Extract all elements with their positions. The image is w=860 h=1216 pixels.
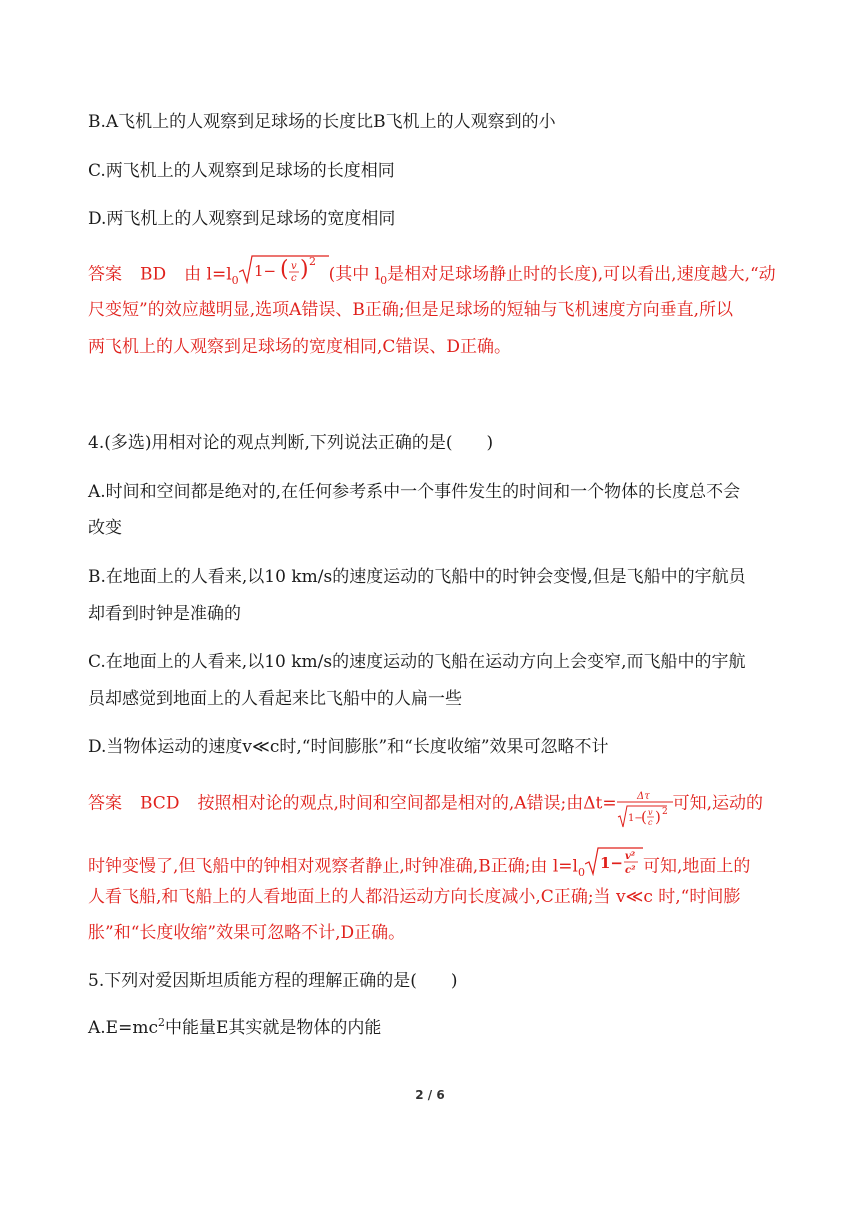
q4-option-a-line-2: 改变 <box>88 518 122 538</box>
q4-option-b-line-1: B.在地面上的人看来,以10 km/s的速度运动的飞船中的时钟会变慢,但是飞船中的宇航员 <box>88 567 746 587</box>
sqrt-formula <box>239 254 329 284</box>
answer-text: 是相对足球场静止时的长度),可以看出,速度越大,“动 <box>387 264 776 285</box>
subscript: 0 <box>380 273 388 287</box>
svg-text:c: c <box>290 273 297 284</box>
answer-3-line-2: 尺变短”的效应越明显,选项A错误、B正确;但是足球场的短轴与飞机速度方向垂直,所以 <box>88 300 733 320</box>
answer-4-line-2 <box>88 852 750 882</box>
svg-text:v²: v² <box>624 851 636 862</box>
svg-text:c²: c² <box>624 865 636 876</box>
q4-stem: 4.(多选)用相对论的观点判断,下列说法正确的是( ) <box>88 433 494 453</box>
svg-text:c: c <box>647 818 653 827</box>
subscript: 0 <box>231 273 239 287</box>
answer-choice: BCD <box>140 793 180 814</box>
q3-option-d: D.两飞机上的人观察到足球场的宽度相同 <box>88 209 396 229</box>
answer-4-line-1 <box>88 784 764 827</box>
svg-text:): ) <box>654 808 661 826</box>
answer-text: 可知,地面上的 <box>642 856 751 877</box>
sqrt-formula <box>585 846 643 876</box>
svg-text:1−: 1− <box>253 262 276 280</box>
svg-text:1−: 1− <box>627 813 643 824</box>
answer-4-line-4: 胀”和“长度收缩”效果可忽略不计,D正确。 <box>88 923 406 943</box>
svg-text:(: ( <box>640 808 647 826</box>
svg-text:2: 2 <box>308 255 316 268</box>
svg-text:1−: 1− <box>599 854 623 872</box>
q5-option-a <box>88 1018 381 1040</box>
answer-label: 答案 <box>88 264 122 285</box>
answer-3-line-1 <box>88 255 776 290</box>
option-text: 中能量E其实就是物体的内能 <box>164 1018 382 1038</box>
delta-t-formula <box>617 790 673 830</box>
q4-option-d: D.当物体运动的速度v≪c时,“时间膨胀”和“长度收缩”效果可忽略不计 <box>88 737 609 757</box>
svg-text:v: v <box>647 808 653 817</box>
answer-4-line-3: 人看飞船,和飞船上的人看地面上的人都沿运动方向长度减小,C正确;当 v≪c 时,“时间膨 <box>88 887 741 907</box>
svg-text:): ) <box>299 257 309 282</box>
subscript: 0 <box>577 865 585 879</box>
svg-text:2: 2 <box>661 807 668 817</box>
superscript: 2 <box>157 1016 165 1029</box>
answer-text: 时钟变慢了,但飞船中的钟相对观察者静止,时钟准确,B正确;由 l=l <box>88 856 578 877</box>
answer-choice: BD <box>140 264 167 285</box>
q4-option-c-line-2: 员却感觉到地面上的人看起来比飞船中的人扁一些 <box>88 689 462 709</box>
svg-text:Δτ: Δτ <box>636 791 650 802</box>
q3-option-b: B.A飞机上的人观察到足球场的长度比B飞机上的人观察到的小 <box>88 112 556 132</box>
q4-option-a-line-1: A.时间和空间都是绝对的,在任何参考系中一个事件发生的时间和一个物体的长度总不会 <box>88 482 741 502</box>
answer-text: 由 l=l <box>184 264 232 285</box>
answer-text: 按照相对论的观点,时间和空间都是相对的,A错误;由Δt= <box>197 793 617 814</box>
q5-stem: 5.下列对爱因斯坦质能方程的理解正确的是( ) <box>88 971 458 991</box>
page-number: 2 / 6 <box>415 1088 445 1102</box>
svg-text:v: v <box>290 261 297 272</box>
answer-label: 答案 <box>88 793 122 814</box>
option-text: A.E=mc <box>88 1018 158 1038</box>
answer-3-line-3: 两飞机上的人观察到足球场的宽度相同,C错误、D正确。 <box>88 337 512 357</box>
q3-option-c: C.两飞机上的人观察到足球场的长度相同 <box>88 161 395 181</box>
answer-text: 可知,运动的 <box>672 793 764 814</box>
answer-text: (其中 l <box>328 264 381 285</box>
q4-option-c-line-1: C.在地面上的人看来,以10 km/s的速度运动的飞船在运动方向上会变窄,而飞船中的宇航 <box>88 652 746 672</box>
q4-option-b-line-2: 却看到时钟是准确的 <box>88 604 241 624</box>
svg-text:(: ( <box>279 257 289 282</box>
